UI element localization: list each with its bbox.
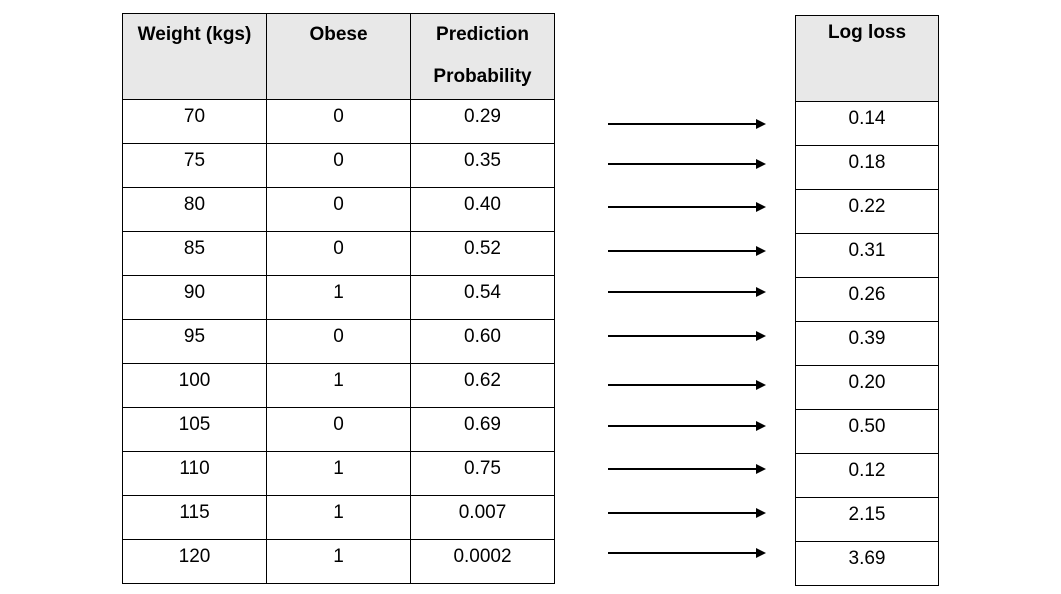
table-row [123,364,555,408]
probability-cell: 0.007 [411,496,555,540]
right-arrow-icon [608,201,768,213]
right-arrow-icon [608,158,768,170]
weight-cell: 90 [123,276,267,320]
table-row [796,410,939,454]
right-arrow-icon [608,420,768,432]
obese-cell: 1 [267,452,411,496]
log-loss-cell: 0.20 [796,366,939,410]
right-arrow-icon [608,547,768,559]
weight-cell: 70 [123,100,267,144]
log-loss-cell: 3.69 [796,542,939,586]
table-row [796,234,939,278]
header-obese: Obese [267,14,411,100]
table-row [123,320,555,364]
probability-cell: 0.35 [411,144,555,188]
log-loss-cell: 0.26 [796,278,939,322]
obese-cell: 1 [267,364,411,408]
right-arrow-icon [608,118,768,130]
weight-cell: 100 [123,364,267,408]
right-arrow-icon [608,379,768,391]
obese-cell: 0 [267,408,411,452]
header-prediction-probability: Prediction Probability [411,14,555,100]
log-loss-cell: 0.50 [796,410,939,454]
obese-cell: 0 [267,232,411,276]
obese-cell: 1 [267,496,411,540]
table-row [123,232,555,276]
weight-cell: 80 [123,188,267,232]
probability-cell: 0.29 [411,100,555,144]
log-loss-cell: 0.14 [796,102,939,146]
probability-cell: 0.75 [411,452,555,496]
log-loss-cell: 0.39 [796,322,939,366]
log-loss-cell: 2.15 [796,498,939,542]
obese-cell: 1 [267,540,411,584]
table-header-row [123,14,555,100]
prediction-table [122,13,555,584]
obese-cell: 1 [267,276,411,320]
weight-cell: 110 [123,452,267,496]
table-row [123,188,555,232]
table-row [123,540,555,584]
obese-cell: 0 [267,144,411,188]
header-weight: Weight (kgs) [123,14,267,100]
table-row [796,454,939,498]
obese-cell: 0 [267,100,411,144]
weight-cell: 105 [123,408,267,452]
probability-cell: 0.60 [411,320,555,364]
table-row [796,278,939,322]
right-arrow-icon [608,330,768,342]
table-row [123,496,555,540]
table-header-row [796,16,939,102]
table-row [796,190,939,234]
table-row [796,102,939,146]
table-row [796,542,939,586]
table-row [123,408,555,452]
table-row [123,100,555,144]
table-row [796,366,939,410]
log-loss-table [795,15,939,586]
probability-cell: 0.0002 [411,540,555,584]
table-row [796,498,939,542]
weight-cell: 85 [123,232,267,276]
log-loss-cell: 0.12 [796,454,939,498]
probability-cell: 0.62 [411,364,555,408]
obese-cell: 0 [267,188,411,232]
table-row [123,452,555,496]
table-row [796,322,939,366]
probability-cell: 0.69 [411,408,555,452]
table-row [123,276,555,320]
log-loss-cell: 0.18 [796,146,939,190]
weight-cell: 75 [123,144,267,188]
probability-cell: 0.52 [411,232,555,276]
right-arrow-icon [608,507,768,519]
header-log-loss: Log loss [796,16,939,102]
right-arrow-icon [608,245,768,257]
table-row [123,144,555,188]
log-loss-cell: 0.31 [796,234,939,278]
table-row [796,146,939,190]
probability-cell: 0.40 [411,188,555,232]
weight-cell: 95 [123,320,267,364]
right-arrow-icon [608,463,768,475]
log-loss-cell: 0.22 [796,190,939,234]
obese-cell: 0 [267,320,411,364]
right-arrow-icon [608,286,768,298]
probability-cell: 0.54 [411,276,555,320]
weight-cell: 120 [123,540,267,584]
weight-cell: 115 [123,496,267,540]
